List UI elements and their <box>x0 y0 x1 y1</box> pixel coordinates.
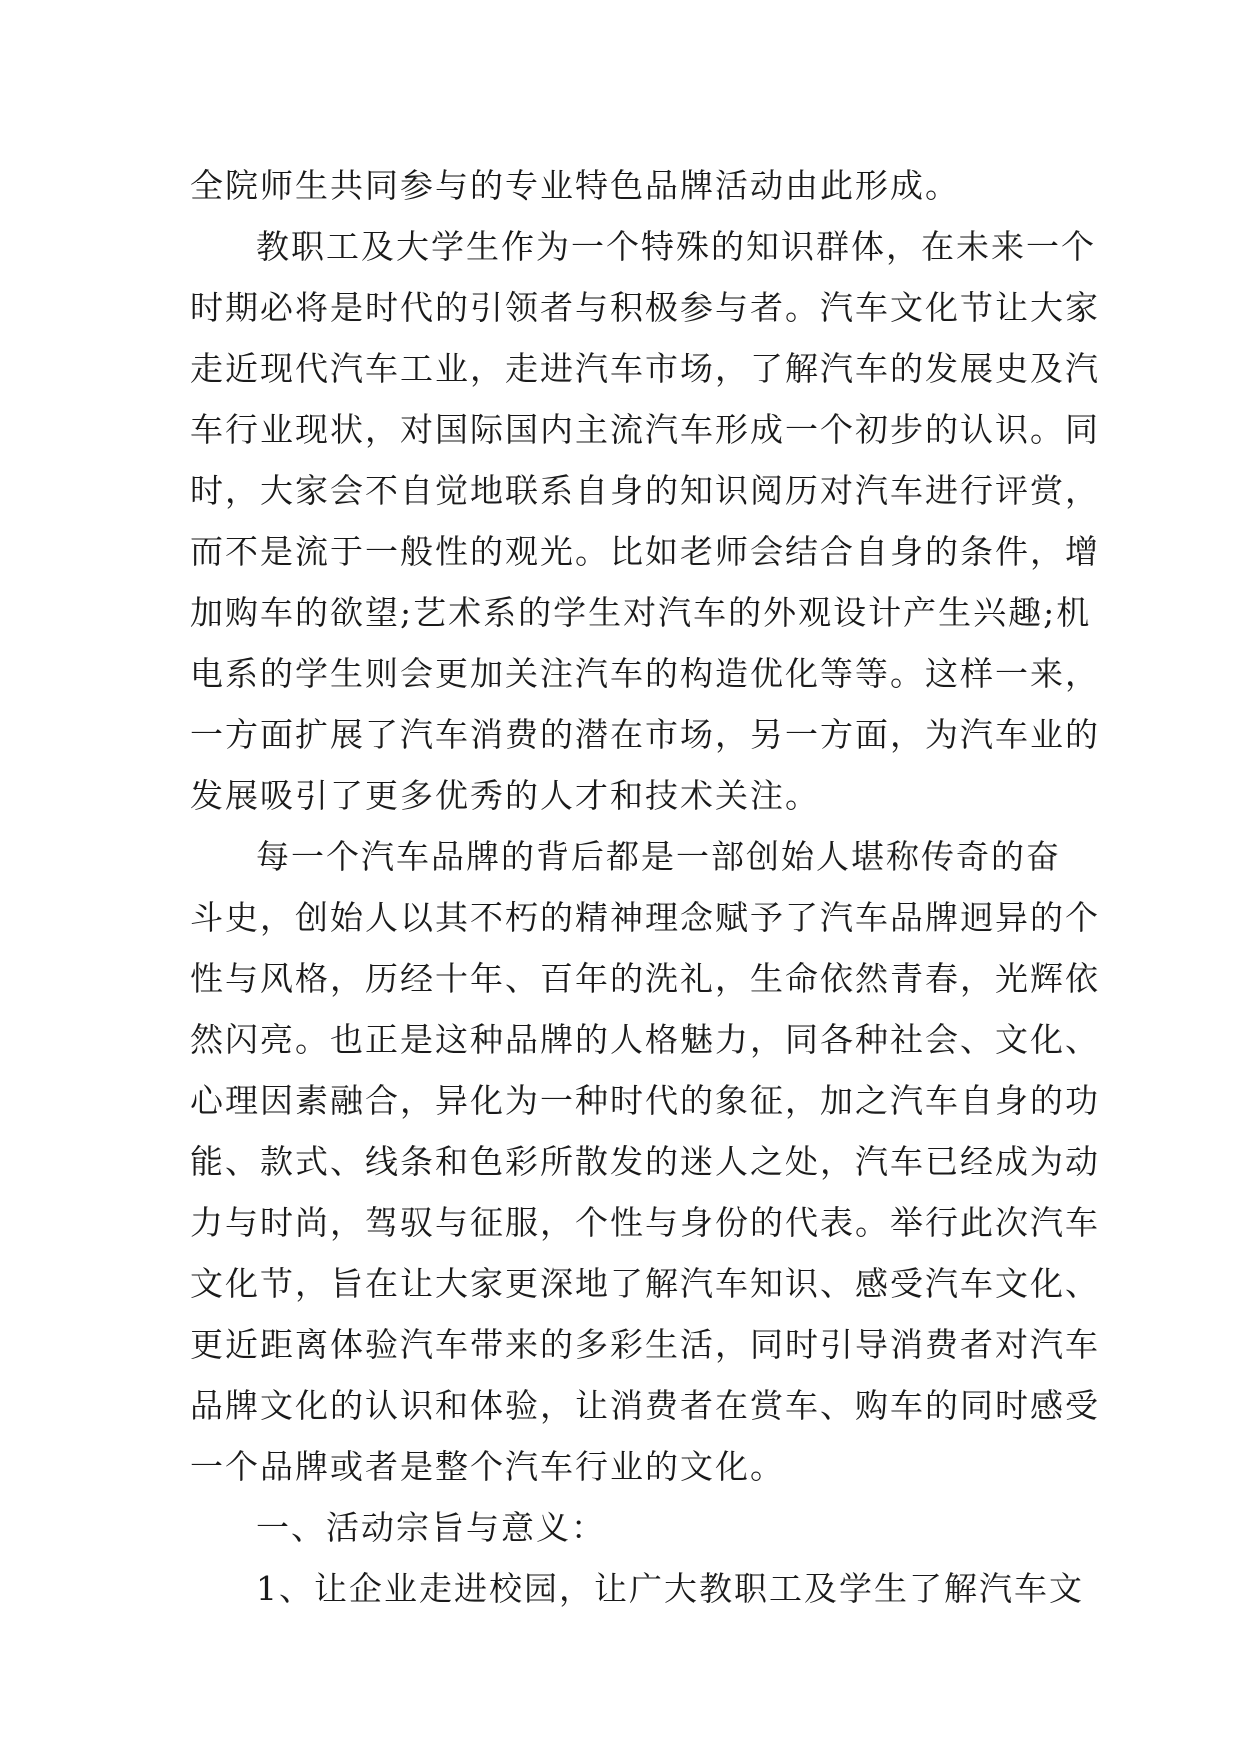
text-line: 时，大家会不自觉地联系自身的知识阅历对汽车进行评赏， <box>190 471 1100 510</box>
text-line: 而不是流于一般性的观光。比如老师会结合自身的条件，增 <box>190 532 1100 571</box>
section-heading: 一、活动宗旨与意义： <box>256 1508 606 1547</box>
text-line: 发展吸引了更多优秀的人才和技术关注。 <box>190 776 820 815</box>
text-line: 力与时尚，驾驭与征服，个性与身份的代表。举行此次汽车 <box>190 1203 1100 1242</box>
text-line: 一个品牌或者是整个汽车行业的文化。 <box>190 1447 785 1486</box>
text-line: 车行业现状，对国际国内主流汽车形成一个初步的认识。同 <box>190 410 1100 449</box>
text-line: 更近距离体验汽车带来的多彩生活，同时引导消费者对汽车 <box>190 1325 1100 1364</box>
text-line: 全院师生共同参与的专业特色品牌活动由此形成。 <box>190 166 960 205</box>
text-line: 教职工及大学生作为一个特殊的知识群体，在未来一个 <box>256 227 1096 266</box>
text-line: 一方面扩展了汽车消费的潜在市场，另一方面，为汽车业的 <box>190 715 1100 754</box>
text-line: 能、款式、线条和色彩所散发的迷人之处，汽车已经成为动 <box>190 1142 1100 1181</box>
text-line: 心理因素融合，异化为一种时代的象征，加之汽车自身的功 <box>190 1081 1100 1120</box>
list-item: 1、让企业走进校园，让广大教职工及学生了解汽车文 <box>256 1569 1084 1608</box>
text-line: 性与风格，历经十年、百年的洗礼，生命依然青春，光辉依 <box>190 959 1100 998</box>
document-page <box>190 155 1100 1619</box>
text-line: 每一个汽车品牌的背后都是一部创始人堪称传奇的奋 <box>256 837 1061 876</box>
text-line: 然闪亮。也正是这种品牌的人格魅力，同各种社会、文化、 <box>190 1020 1100 1059</box>
text-line: 品牌文化的认识和体验，让消费者在赏车、购车的同时感受 <box>190 1386 1100 1425</box>
text-line: 时期必将是时代的引领者与积极参与者。汽车文化节让大家 <box>190 288 1100 327</box>
text-line: 走近现代汽车工业，走进汽车市场，了解汽车的发展史及汽 <box>190 349 1100 388</box>
text-line: 斗史，创始人以其不朽的精神理念赋予了汽车品牌迥异的个 <box>190 898 1100 937</box>
text-line: 文化节，旨在让大家更深地了解汽车知识、感受汽车文化、 <box>190 1264 1100 1303</box>
text-line: 加购车的欲望;艺术系的学生对汽车的外观设计产生兴趣;机 <box>190 593 1092 632</box>
text-line: 电系的学生则会更加关注汽车的构造优化等等。这样一来， <box>190 654 1100 693</box>
